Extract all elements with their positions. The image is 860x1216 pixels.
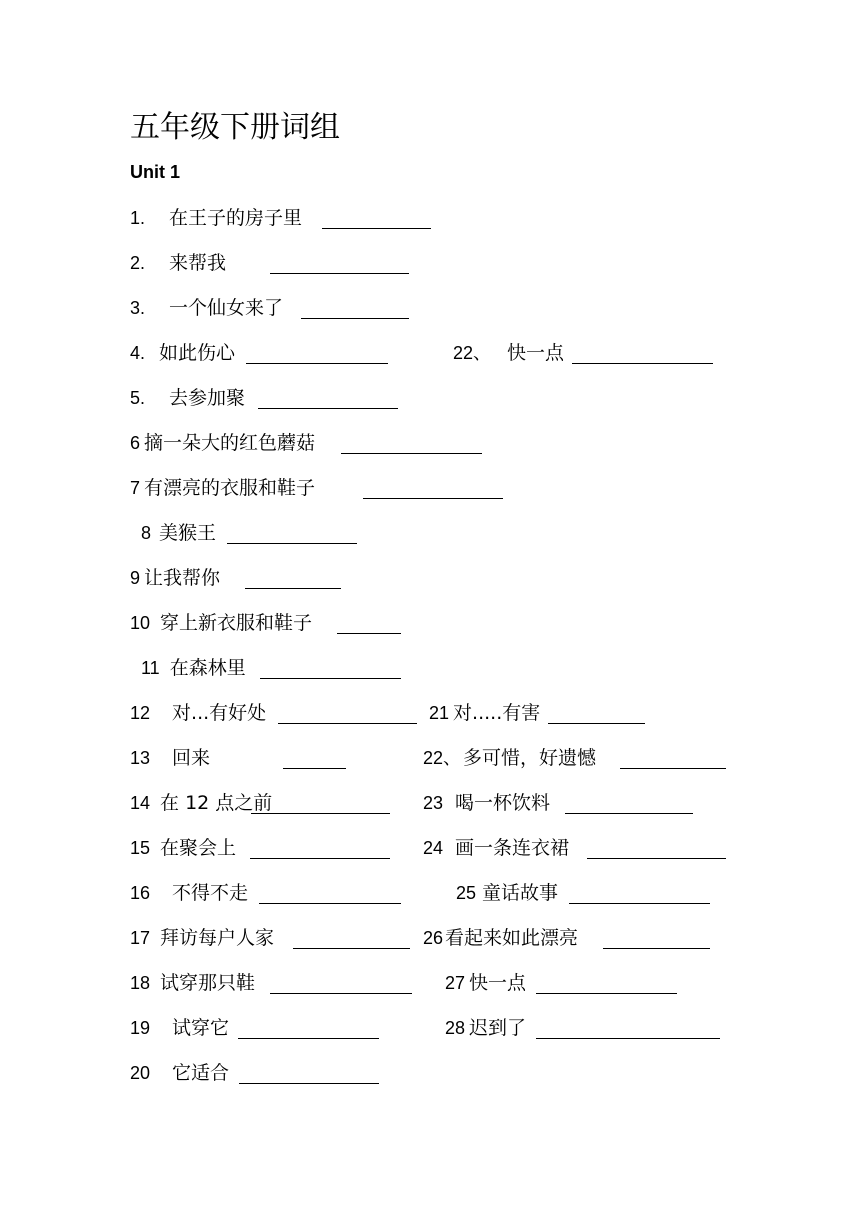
page-title: 五年级下册词组: [130, 110, 340, 145]
answer-blank[interactable]: [301, 318, 409, 319]
phrase-text: 试穿它: [172, 1017, 230, 1039]
phrase-text: 在聚会上: [160, 837, 237, 859]
phrase-text: 对...有好处: [172, 702, 267, 724]
phrase-text: 穿上新衣服和鞋子: [160, 612, 313, 634]
answer-blank[interactable]: [620, 768, 726, 769]
answer-blank[interactable]: [270, 273, 409, 274]
phrase-number: 28: [445, 1018, 466, 1038]
phrase-number: 1.: [130, 208, 146, 228]
answer-blank[interactable]: [245, 588, 341, 589]
phrase-number: 16: [130, 883, 151, 903]
phrase-text: 摘一朵大的红色蘑菇: [144, 432, 316, 454]
phrase-text: 看起来如此漂亮: [445, 927, 579, 949]
answer-blank[interactable]: [260, 678, 401, 679]
answer-blank[interactable]: [259, 903, 401, 904]
phrase-text: 让我帮你: [144, 567, 221, 589]
phrase-item: [130, 206, 302, 230]
phrase-number: 4.: [130, 343, 146, 363]
phrase-text: 画一条连衣裙: [455, 837, 570, 859]
phrase-item: [130, 386, 245, 410]
phrase-item: [423, 746, 596, 770]
phrase-number: 2.: [130, 253, 146, 273]
answer-blank[interactable]: [227, 543, 357, 544]
phrase-number: 8: [141, 523, 152, 543]
phrase-number: 7: [130, 478, 141, 498]
phrase-item: [445, 971, 526, 995]
phrase-text: 一个仙女来了: [169, 297, 284, 319]
phrase-number: 12: [130, 703, 151, 723]
phrase-number: 24: [423, 838, 444, 858]
phrase-item: [130, 566, 220, 590]
answer-blank[interactable]: [251, 813, 390, 814]
phrase-text: 有漂亮的衣服和鞋子: [144, 477, 316, 499]
phrase-item: [130, 701, 266, 725]
phrase-item: [130, 836, 236, 860]
phrase-item: [130, 611, 312, 635]
answer-blank[interactable]: [536, 993, 677, 994]
phrase-number: 22、: [423, 748, 462, 768]
phrase-item: [445, 1016, 526, 1040]
answer-blank[interactable]: [238, 1038, 379, 1039]
answer-blank[interactable]: [587, 858, 726, 859]
phrase-item: [130, 476, 315, 500]
phrase-item: [130, 251, 226, 275]
answer-blank[interactable]: [258, 408, 398, 409]
phrase-number: 6: [130, 433, 141, 453]
phrase-number: 15: [130, 838, 151, 858]
phrase-number: 18: [130, 973, 151, 993]
phrase-text: 来帮我: [169, 252, 227, 274]
phrase-item: [130, 341, 235, 365]
phrase-text: 快一点: [507, 342, 565, 364]
answer-blank[interactable]: [565, 813, 693, 814]
phrase-text: 在王子的房子里: [169, 207, 303, 229]
phrase-number: 27: [445, 973, 466, 993]
phrase-item: [130, 791, 272, 815]
phrase-item: [423, 926, 578, 950]
phrase-text: 在 12 点之前: [160, 792, 273, 814]
phrase-item: [130, 1061, 229, 1085]
phrase-text: 去参加聚: [169, 387, 246, 409]
answer-blank[interactable]: [536, 1038, 720, 1039]
phrase-text: 迟到了: [469, 1017, 527, 1039]
phrase-text: 它适合: [172, 1062, 230, 1084]
phrase-item: [423, 836, 569, 860]
phrase-text: 拜访每户人家: [160, 927, 275, 949]
phrase-text: 童话故事: [482, 882, 559, 904]
phrase-item: [141, 521, 216, 545]
answer-blank[interactable]: [322, 228, 431, 229]
phrase-text: 快一点: [469, 972, 527, 994]
phrase-text: 不得不走: [172, 882, 249, 904]
answer-blank[interactable]: [603, 948, 710, 949]
phrase-number: 3.: [130, 298, 146, 318]
answer-blank[interactable]: [278, 723, 417, 724]
phrase-item: [141, 656, 246, 680]
phrase-number: 17: [130, 928, 151, 948]
phrase-number: 14: [130, 793, 151, 813]
phrase-item: [453, 341, 564, 365]
phrase-text: 如此伤心: [159, 342, 236, 364]
phrase-item: [130, 971, 255, 995]
phrase-item: [456, 881, 558, 905]
answer-blank[interactable]: [569, 903, 710, 904]
phrase-item: [130, 926, 274, 950]
phrase-item: [130, 431, 315, 455]
answer-blank[interactable]: [337, 633, 401, 634]
phrase-number: 21: [429, 703, 450, 723]
answer-blank[interactable]: [548, 723, 645, 724]
phrase-text: 对.....有害: [453, 702, 541, 724]
answer-blank[interactable]: [293, 948, 410, 949]
phrase-number: 11: [141, 658, 160, 678]
phrase-item: [130, 746, 210, 770]
phrase-number: 26: [423, 928, 444, 948]
phrase-item: [130, 881, 248, 905]
phrase-item: [130, 296, 283, 320]
phrase-text: 美猴王: [159, 522, 217, 544]
phrase-item: [423, 791, 550, 815]
phrase-number: 23: [423, 793, 444, 813]
answer-blank[interactable]: [283, 768, 346, 769]
phrase-number: 5.: [130, 388, 146, 408]
phrase-number: 9: [130, 568, 141, 588]
phrase-text: 试穿那只鞋: [160, 972, 256, 994]
phrase-text: 回来: [172, 747, 211, 769]
phrase-text: 喝一杯饮料: [455, 792, 551, 814]
answer-blank[interactable]: [270, 993, 412, 994]
unit-heading: Unit 1: [130, 162, 181, 182]
phrase-text: 在森林里: [169, 657, 246, 679]
answer-blank[interactable]: [246, 363, 388, 364]
phrase-text: 多可惜，好遗憾: [463, 747, 597, 769]
phrase-item: [429, 701, 540, 725]
answer-blank[interactable]: [363, 498, 503, 499]
phrase-number: 19: [130, 1018, 151, 1038]
phrase-number: 25: [456, 883, 477, 903]
answer-blank[interactable]: [250, 858, 390, 859]
phrase-number: 13: [130, 748, 151, 768]
phrase-number: 10: [130, 613, 151, 633]
phrase-number: 20: [130, 1063, 151, 1083]
phrase-item: [130, 1016, 229, 1040]
answer-blank[interactable]: [341, 453, 482, 454]
answer-blank[interactable]: [239, 1083, 379, 1084]
phrase-number: 22、: [453, 343, 492, 363]
answer-blank[interactable]: [572, 363, 713, 364]
